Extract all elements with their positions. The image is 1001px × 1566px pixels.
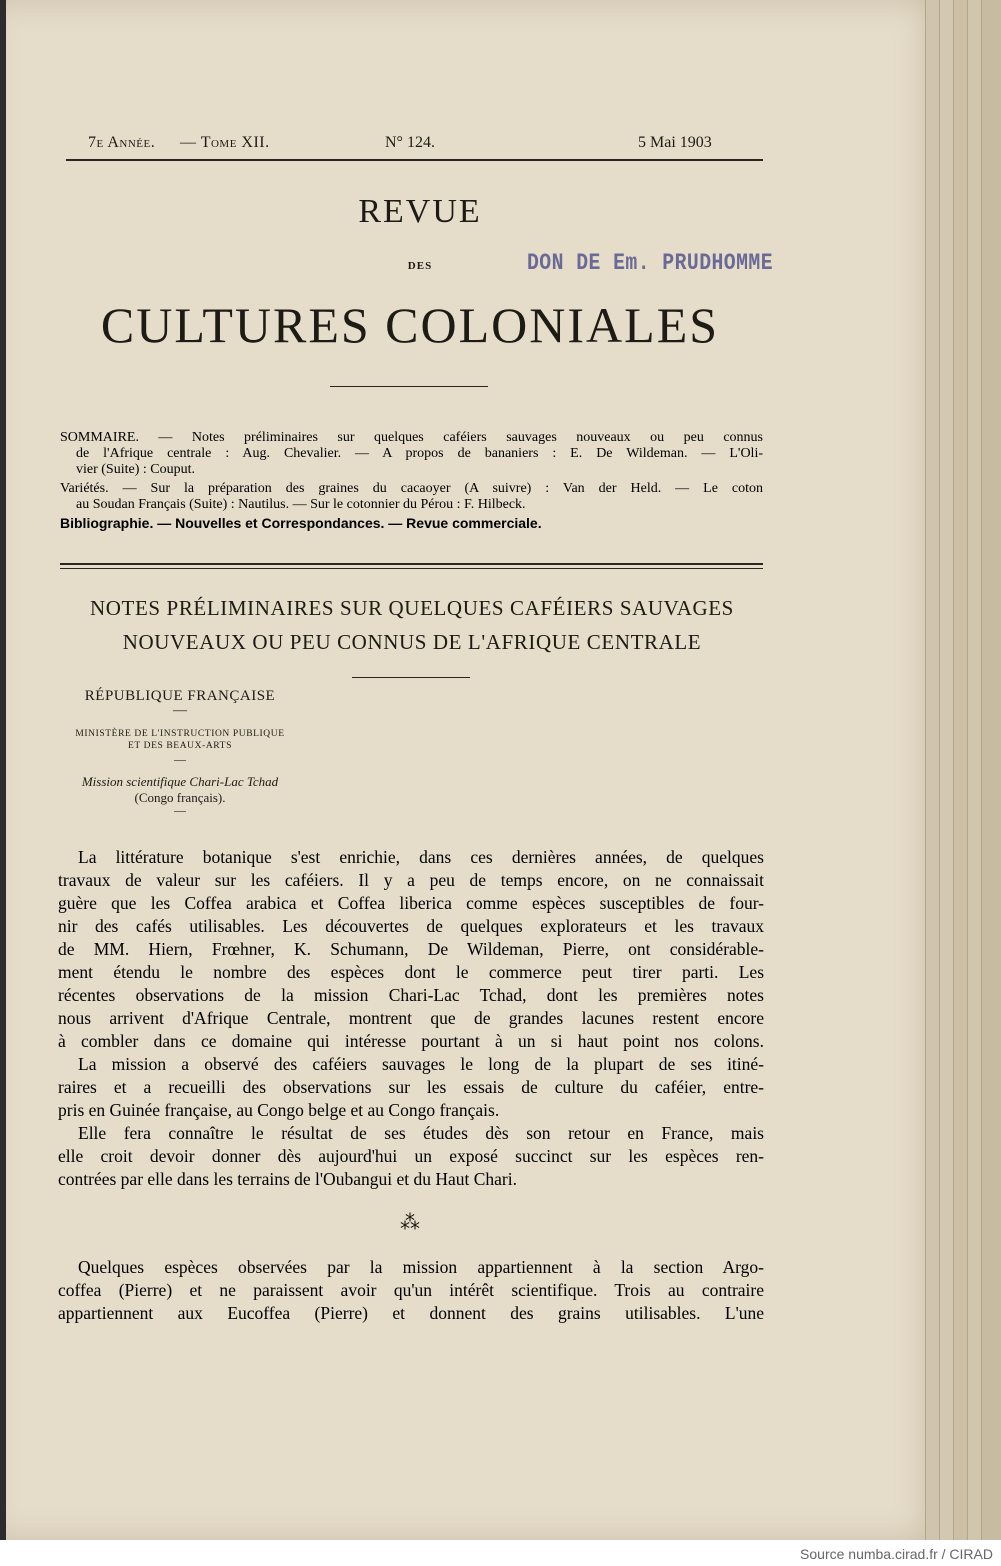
- double-rule-bottom: [60, 568, 763, 569]
- article-title-line-1: NOTES PRÉLIMINAIRES SUR QUELQUES CAFÉIERS SAUVAGES: [90, 596, 734, 620]
- body-line-3: guère que les Coffea arabica et Coffea liberica comme espèces susceptibles de four-: [58, 893, 764, 913]
- body-line-12: pris en Guinée française, au Congo belge et au Congo français.: [58, 1100, 500, 1120]
- summary-line-2: de l'Afrique centrale : Aug. Chevalier. — A propos de bananiers : E. De Wildeman. — L'Oli-: [76, 446, 763, 461]
- body-line-4: nir des cafés utilisables. Les découvertes de quelques explorateurs et les travaux: [58, 916, 764, 936]
- ministere-line-2: ET DES BEAUX-ARTS: [128, 741, 232, 751]
- header-date: 5 Mai 1903: [638, 134, 712, 151]
- mission-line-2: (Congo français).: [134, 790, 226, 805]
- summary-line-4: Variétés. — Sur la préparation des graines du cacaoyer (A suivre) : Van der Held. — Le coton: [60, 481, 763, 496]
- donation-stamp: DON DE Em. PRUDHOMME: [527, 250, 774, 276]
- ministere-line-1: MINISTÈRE DE L'INSTRUCTION PUBLIQUE: [75, 729, 285, 739]
- body-line-9: à combler dans ce domaine qui intéresse pourtant à un si haut point nos colons.: [58, 1031, 764, 1051]
- mission-line-1: Mission scientifique Chari-Lac Tchad: [81, 774, 279, 789]
- summary-line-1: SOMMAIRE. — Notes préliminaires sur quelques caféiers sauvages nouveaux ou peu connus: [60, 430, 763, 445]
- header-tome: — Tome XII.: [180, 134, 270, 151]
- header-annee: 7e Année.: [88, 134, 156, 151]
- body-line-1: La littérature botanique s'est enrichie, dans ces dernières années, de quelques: [78, 847, 764, 867]
- body-line-2: travaux de valeur sur les caféiers. Il y a peu de temps encore, on ne connaissait: [58, 870, 764, 890]
- body-line-17: coffea (Pierre) et ne paraissent avoir qu'un intérêt scientifique. Trois au contraire: [58, 1280, 764, 1300]
- masthead-revue: REVUE: [358, 193, 482, 230]
- page-edges: [925, 0, 1001, 1540]
- body-line-5: de MM. Hiern, Frœhner, K. Schumann, De Wildeman, Pierre, ont considérable-: [58, 939, 764, 959]
- body-line-8: nous arrivent d'Afrique Centrale, montrent que de grandes lacunes restent encore: [58, 1008, 764, 1028]
- masthead-rule: [330, 386, 488, 387]
- summary-line-6: Bibliographie. — Nouvelles et Correspondances. — Revue commerciale.: [60, 515, 542, 531]
- dash-3: —: [174, 803, 186, 817]
- body-line-6: ment étendu le nombre des espèces dont le commerce peut tirer parti. Les: [58, 962, 764, 982]
- masthead-des: DES: [407, 260, 433, 272]
- body-line-16: Quelques espèces observées par la mission appartiennent à la section Argo-: [78, 1257, 764, 1277]
- source-credit: Source numba.cirad.fr / CIRAD: [800, 1546, 993, 1562]
- body-line-13: Elle fera connaître le résultat de ses études dès son retour en France, mais: [78, 1123, 764, 1143]
- body-line-15: contrées par elle dans les terrains de l'Oubangui et du Haut Chari.: [58, 1169, 517, 1189]
- body-line-7: récentes observations de la mission Chari-Lac Tchad, dont les premières notes: [58, 985, 764, 1005]
- summary-line-5: au Soudan Français (Suite) : Nautilus. — Sur le cotonnier du Pérou : F. Hilbeck.: [76, 497, 526, 512]
- body-line-11: raires et a recueilli des observations sur les essais de culture du caféier, entre-: [58, 1077, 764, 1097]
- body-line-10: La mission a observé des caféiers sauvages le long de la plupart de ses itiné-: [78, 1054, 764, 1074]
- article-title-line-2: NOUVEAUX OU PEU CONNUS DE L'AFRIQUE CENTRALE: [122, 630, 702, 654]
- asterism: ⁂: [400, 1212, 420, 1234]
- double-rule-top: [60, 563, 763, 565]
- body-line-14: elle croit devoir donner dès aujourd'hui un exposé succinct sur les espèces ren-: [58, 1146, 764, 1166]
- summary-line-3: vier (Suite) : Couput.: [76, 462, 195, 477]
- body-line-18: appartiennent aux Eucoffea (Pierre) et donnent des grains utilisables. L'une: [58, 1303, 764, 1323]
- header-rule: [66, 159, 763, 161]
- dash-2: —: [174, 752, 186, 766]
- republique-heading: RÉPUBLIQUE FRANÇAISE: [84, 688, 276, 704]
- title-rule: [352, 677, 470, 678]
- dash-1: —: [173, 703, 187, 718]
- masthead-title: CULTURES COLONIALES: [100, 297, 720, 353]
- header-numero: N° 124.: [385, 134, 435, 151]
